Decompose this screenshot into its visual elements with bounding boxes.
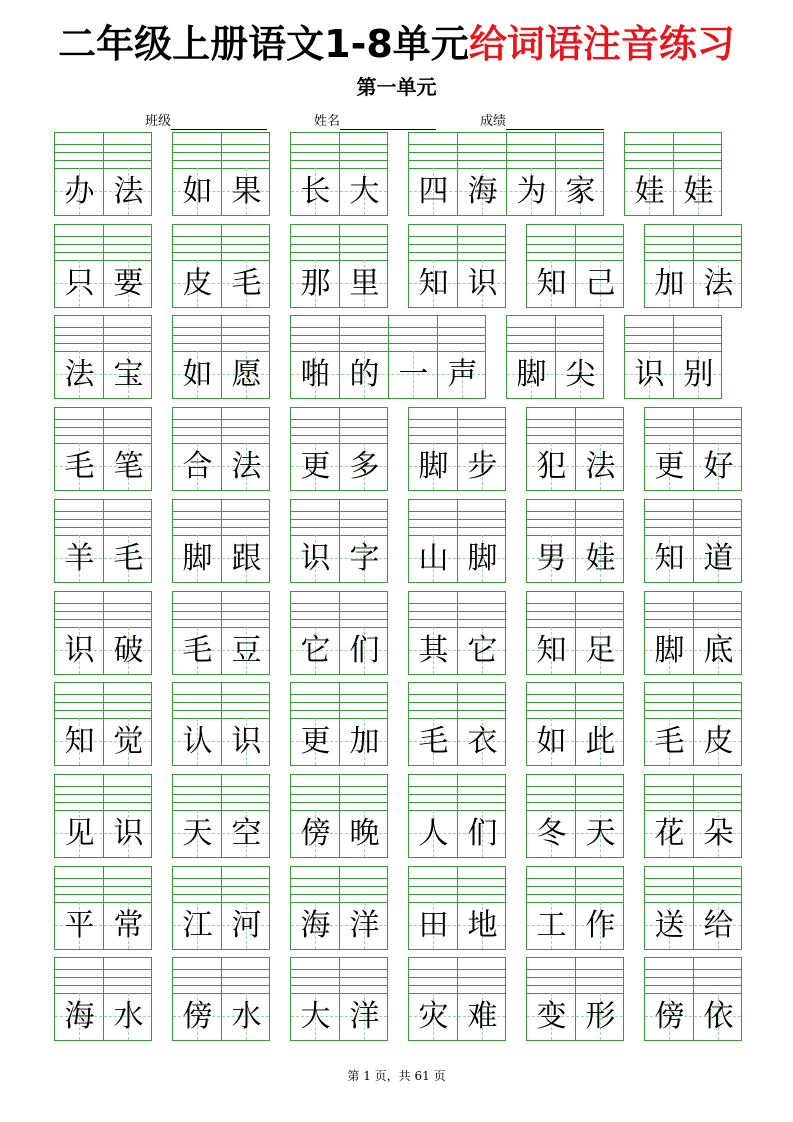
hanzi-char: 天 xyxy=(182,816,213,851)
hanzi-char: 难 xyxy=(467,999,498,1034)
hanzi-char: 啪 xyxy=(300,357,331,392)
hanzi-char: 们 xyxy=(349,633,380,668)
hanzi-char: 尖 xyxy=(565,357,596,392)
word-box xyxy=(526,774,624,858)
hanzi-char: 长 xyxy=(300,174,331,209)
hanzi-char: 知 xyxy=(654,541,685,576)
word-box xyxy=(290,866,388,950)
word-box xyxy=(526,407,624,491)
hanzi-char: 更 xyxy=(300,449,331,484)
hanzi-char: 送 xyxy=(654,908,685,943)
hanzi-char: 娃 xyxy=(634,174,665,209)
hanzi-char: 足 xyxy=(585,633,616,668)
word-box xyxy=(54,682,152,766)
hanzi-char: 识 xyxy=(231,724,262,759)
word-box xyxy=(172,774,270,858)
hanzi-char: 如 xyxy=(182,174,213,209)
hanzi-char: 底 xyxy=(703,633,734,668)
word-box xyxy=(408,774,506,858)
hanzi-char: 皮 xyxy=(182,266,213,301)
word-box xyxy=(54,957,152,1041)
word-box xyxy=(290,682,388,766)
hanzi-char: 识 xyxy=(634,357,665,392)
hanzi-char: 要 xyxy=(113,266,144,301)
hanzi-char: 知 xyxy=(536,266,567,301)
hanzi-char: 地 xyxy=(467,908,498,943)
hanzi-char: 毛 xyxy=(182,633,213,668)
word-box xyxy=(526,499,624,583)
hanzi-char: 如 xyxy=(536,724,567,759)
hanzi-char: 傍 xyxy=(654,999,685,1034)
hanzi-char: 其 xyxy=(418,633,449,668)
hanzi-char: 己 xyxy=(585,266,616,301)
hanzi-char: 洋 xyxy=(349,999,380,1034)
hanzi-char: 那 xyxy=(300,266,331,301)
word-box xyxy=(624,132,722,216)
hanzi-char: 跟 xyxy=(231,541,262,576)
hanzi-char: 步 xyxy=(467,449,498,484)
hanzi-char: 犯 xyxy=(536,449,567,484)
hanzi-char: 知 xyxy=(418,266,449,301)
hanzi-char: 们 xyxy=(467,816,498,851)
word-box xyxy=(290,774,388,858)
hanzi-char: 灾 xyxy=(418,999,449,1034)
word-box xyxy=(54,591,152,675)
hanzi-char: 识 xyxy=(64,633,95,668)
hanzi-char: 依 xyxy=(703,999,734,1034)
page-footer: 第 1 页，共 61 页 xyxy=(347,1069,446,1083)
hanzi-char: 四 xyxy=(418,174,449,209)
hanzi-char: 河 xyxy=(231,908,262,943)
hanzi-char: 法 xyxy=(64,357,95,392)
word-box xyxy=(526,682,624,766)
hanzi-char: 它 xyxy=(300,633,331,668)
hanzi-char: 此 xyxy=(585,724,616,759)
hanzi-char: 的 xyxy=(349,357,380,392)
hanzi-char: 见 xyxy=(64,816,95,851)
hanzi-char: 加 xyxy=(349,724,380,759)
word-box xyxy=(54,315,152,399)
word-box xyxy=(290,315,486,399)
word-box xyxy=(54,132,152,216)
hanzi-char: 田 xyxy=(418,908,449,943)
hanzi-char: 娃 xyxy=(585,541,616,576)
word-box xyxy=(644,957,742,1041)
word-box xyxy=(506,315,604,399)
word-box xyxy=(172,866,270,950)
hanzi-char: 法 xyxy=(703,266,734,301)
word-box xyxy=(644,407,742,491)
hanzi-char: 娃 xyxy=(683,174,714,209)
hanzi-char: 豆 xyxy=(231,633,262,668)
hanzi-char: 办 xyxy=(64,174,95,209)
hanzi-char: 觉 xyxy=(113,724,144,759)
hanzi-char: 衣 xyxy=(467,724,498,759)
hanzi-char: 江 xyxy=(182,908,213,943)
hanzi-char: 水 xyxy=(113,999,144,1034)
hanzi-char: 脚 xyxy=(516,357,547,392)
hanzi-char: 大 xyxy=(349,174,380,209)
hanzi-char: 脚 xyxy=(418,449,449,484)
hanzi-char: 大 xyxy=(300,999,331,1034)
hanzi-char: 道 xyxy=(703,541,734,576)
hanzi-char: 山 xyxy=(418,541,449,576)
score-label: 成绩 xyxy=(480,114,507,129)
word-box xyxy=(54,224,152,308)
hanzi-char: 脚 xyxy=(654,633,685,668)
hanzi-char: 识 xyxy=(113,816,144,851)
hanzi-char: 识 xyxy=(467,266,498,301)
hanzi-char: 法 xyxy=(585,449,616,484)
word-box xyxy=(290,499,388,583)
word-box xyxy=(54,774,152,858)
hanzi-char: 皮 xyxy=(703,724,734,759)
hanzi-char: 破 xyxy=(113,633,144,668)
hanzi-char: 知 xyxy=(64,724,95,759)
word-box xyxy=(290,957,388,1041)
word-box xyxy=(644,224,742,308)
hanzi-char: 法 xyxy=(113,174,144,209)
hanzi-char: 多 xyxy=(349,449,380,484)
hanzi-char: 海 xyxy=(300,908,331,943)
word-box xyxy=(408,407,506,491)
hanzi-char: 脚 xyxy=(182,541,213,576)
word-box xyxy=(526,224,624,308)
hanzi-char: 变 xyxy=(536,999,567,1034)
hanzi-char: 毛 xyxy=(231,266,262,301)
word-box xyxy=(408,682,506,766)
hanzi-char: 如 xyxy=(182,357,213,392)
hanzi-char: 平 xyxy=(64,908,95,943)
word-box xyxy=(408,224,506,308)
word-box xyxy=(290,224,388,308)
hanzi-char: 只 xyxy=(64,266,95,301)
word-box xyxy=(644,499,742,583)
word-box xyxy=(54,499,152,583)
hanzi-char: 里 xyxy=(349,266,380,301)
word-box xyxy=(172,499,270,583)
hanzi-char: 水 xyxy=(231,999,262,1034)
word-box xyxy=(644,774,742,858)
word-box xyxy=(408,132,604,216)
hanzi-char: 给 xyxy=(703,908,734,943)
hanzi-char: 笔 xyxy=(113,449,144,484)
word-box xyxy=(54,866,152,950)
hanzi-char: 为 xyxy=(516,174,547,209)
word-box xyxy=(172,957,270,1041)
word-box xyxy=(644,591,742,675)
word-box xyxy=(172,132,270,216)
hanzi-char: 知 xyxy=(536,633,567,668)
class-label: 班级 xyxy=(145,114,172,129)
word-box xyxy=(644,866,742,950)
hanzi-char: 毛 xyxy=(64,449,95,484)
word-box xyxy=(408,591,506,675)
hanzi-char: 男 xyxy=(536,541,567,576)
hanzi-char: 字 xyxy=(349,541,380,576)
hanzi-char: 毛 xyxy=(418,724,449,759)
hanzi-char: 人 xyxy=(418,816,449,851)
title-main: 二年级上册语文1-8单元 xyxy=(58,22,469,66)
hanzi-char: 傍 xyxy=(182,999,213,1034)
name-label: 姓名 xyxy=(314,114,341,129)
hanzi-char: 识 xyxy=(300,541,331,576)
hanzi-char: 更 xyxy=(654,449,685,484)
hanzi-char: 一 xyxy=(398,357,429,392)
hanzi-char: 更 xyxy=(300,724,331,759)
hanzi-char: 家 xyxy=(565,174,596,209)
hanzi-char: 合 xyxy=(182,449,213,484)
hanzi-char: 愿 xyxy=(231,357,262,392)
word-box xyxy=(644,682,742,766)
word-box xyxy=(54,407,152,491)
hanzi-char: 法 xyxy=(231,449,262,484)
hanzi-char: 花 xyxy=(654,816,685,851)
hanzi-char: 海 xyxy=(467,174,498,209)
word-box xyxy=(172,315,270,399)
word-box xyxy=(172,224,270,308)
hanzi-char: 洋 xyxy=(349,908,380,943)
hanzi-char: 脚 xyxy=(467,541,498,576)
word-box xyxy=(290,591,388,675)
hanzi-char: 加 xyxy=(654,266,685,301)
word-box xyxy=(408,957,506,1041)
hanzi-char: 认 xyxy=(182,724,213,759)
hanzi-char: 形 xyxy=(585,999,616,1034)
hanzi-char: 作 xyxy=(585,908,616,943)
word-box xyxy=(624,315,722,399)
word-box xyxy=(408,866,506,950)
hanzi-char: 好 xyxy=(703,449,734,484)
hanzi-char: 天 xyxy=(585,816,616,851)
hanzi-char: 它 xyxy=(467,633,498,668)
hanzi-char: 果 xyxy=(231,174,262,209)
hanzi-char: 别 xyxy=(683,357,714,392)
unit-subtitle: 第一单元 xyxy=(356,75,437,99)
hanzi-char: 工 xyxy=(536,908,567,943)
title-highlight: 给词语注音练习 xyxy=(468,22,735,66)
hanzi-char: 海 xyxy=(64,999,95,1034)
word-box xyxy=(526,591,624,675)
word-box xyxy=(172,407,270,491)
hanzi-char: 冬 xyxy=(536,816,567,851)
hanzi-char: 常 xyxy=(113,908,144,943)
hanzi-char: 毛 xyxy=(113,541,144,576)
word-box xyxy=(172,591,270,675)
hanzi-char: 宝 xyxy=(113,357,144,392)
hanzi-char: 朵 xyxy=(703,816,734,851)
word-box xyxy=(526,866,624,950)
word-box xyxy=(290,407,388,491)
word-box xyxy=(408,499,506,583)
hanzi-char: 傍 xyxy=(300,816,331,851)
hanzi-char: 晚 xyxy=(349,816,380,851)
word-box xyxy=(172,682,270,766)
hanzi-char: 羊 xyxy=(64,541,95,576)
hanzi-char: 毛 xyxy=(654,724,685,759)
word-box xyxy=(526,957,624,1041)
word-box xyxy=(290,132,388,216)
hanzi-char: 空 xyxy=(231,816,262,851)
hanzi-char: 声 xyxy=(447,357,478,392)
